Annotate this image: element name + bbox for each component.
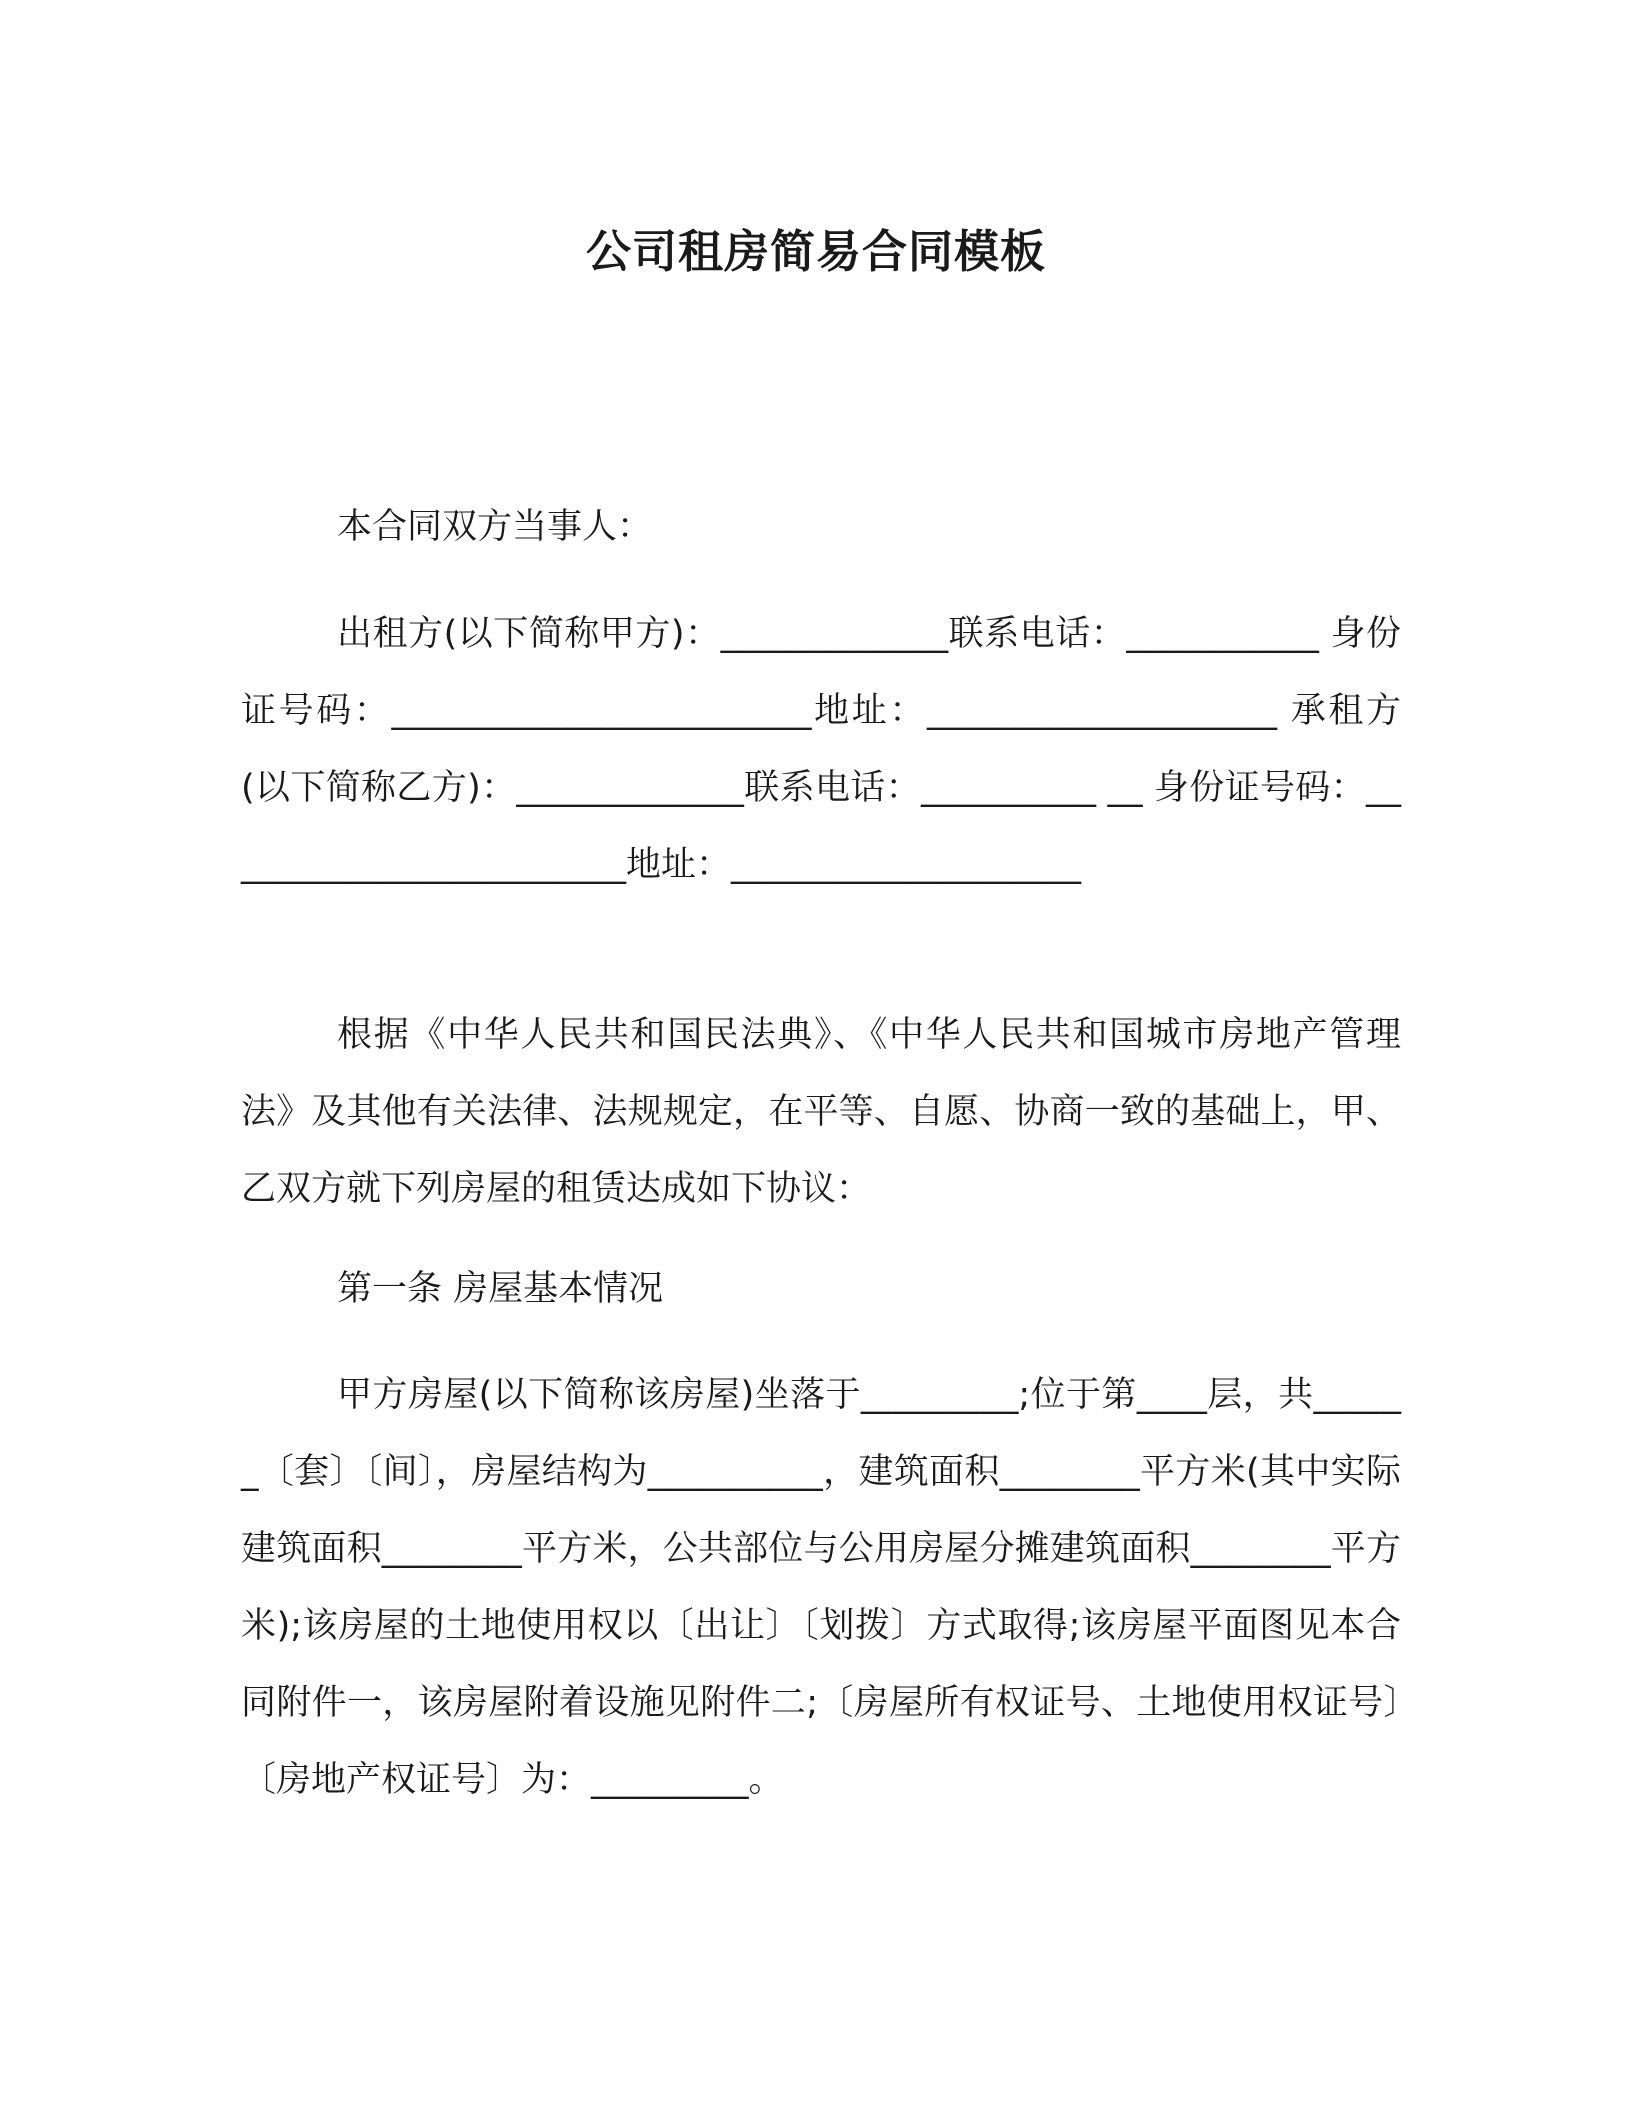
article1-heading-block xyxy=(241,1251,1401,1328)
parties-text: 出租方(以下简称甲方)：_____________联系电话：___________ 身份证号码：________________________地址：____________________ 承租方(以下简称乙方)：_____________联系电话：__________ __ 身份证号码：________________________地址：____________________ xyxy=(241,614,1401,885)
parties-heading: 本合同双方当事人： xyxy=(337,507,653,547)
parties-block xyxy=(241,596,1401,904)
legal-basis-text: 根据《中华人民共和国民法典》、《中华人民共和国城市房地产管理法》及其他有关法律、法规规定，在平等、自愿、协商一致的基础上，甲、乙双方就下列房屋的租赁达成如下协议： xyxy=(241,1015,1401,1209)
article1-text: 甲方房屋(以下简称该房屋)坐落于_________;位于第____层，共______〔套〕〔间〕，房屋结构为__________，建筑面积________平方米(其中实际建筑面积________平方米，公共部位与公用房屋分摊建筑面积________平方米);该房屋的土地使用权以〔出让〕〔划拨〕方式取得;该房屋平面图见本合同附件一，该房屋附着设施见附件二;〔房屋所有权证号、土地使用权证号〕〔房地产权证号〕为：_________。 xyxy=(241,1375,1401,1800)
document-title: 公司租房简易合同模板 xyxy=(585,225,1046,278)
article1-heading: 第一条 房屋基本情况 xyxy=(337,1269,664,1309)
article1-block xyxy=(241,1357,1401,1819)
parties-heading-block xyxy=(241,489,1401,566)
legal-basis-block xyxy=(241,997,1401,1228)
